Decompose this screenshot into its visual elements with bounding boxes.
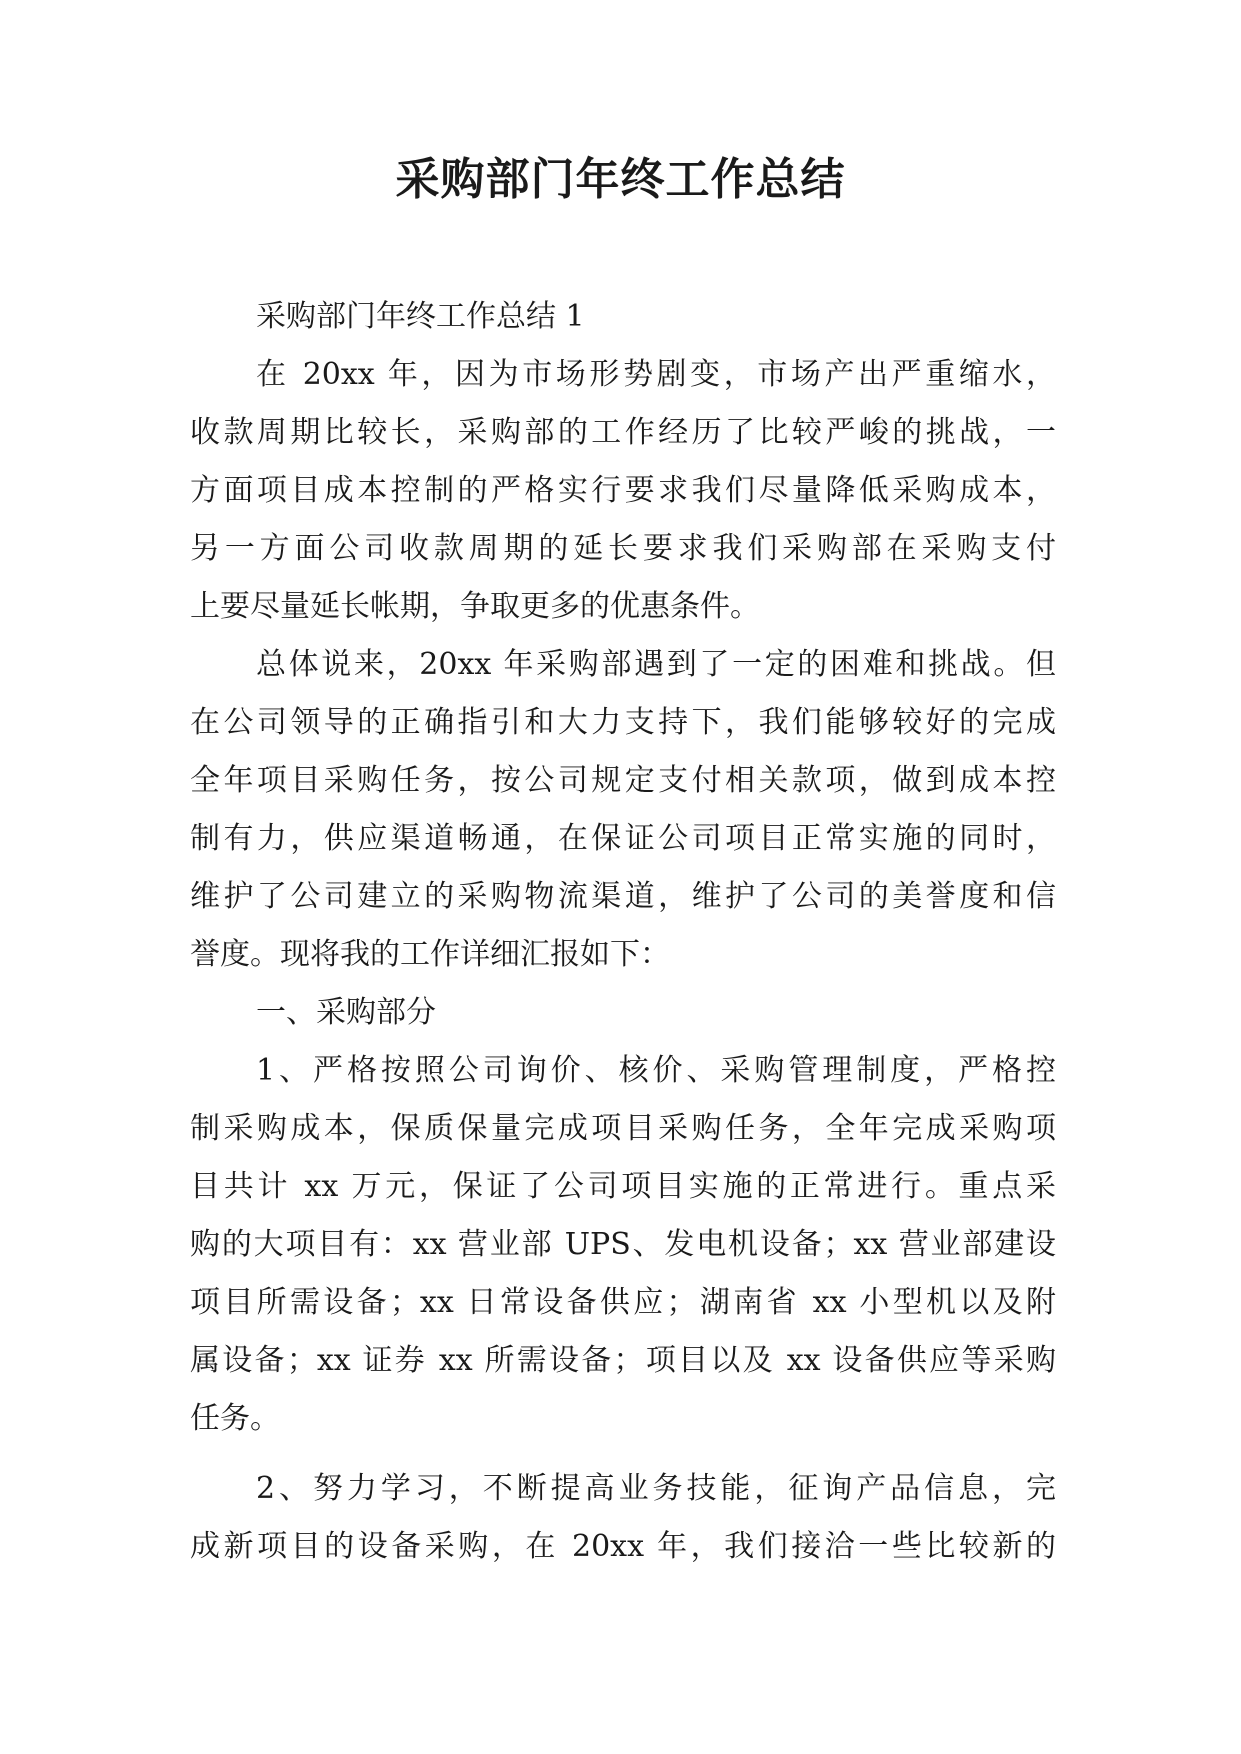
body-line: 全年项目采购任务，按公司规定支付相关款项，做到成本控: [190, 763, 1056, 798]
document-body: [190, 288, 1056, 1576]
body-line: 在 20xx 年，因为市场形势剧变，市场产出严重缩水，: [256, 357, 1056, 392]
body-line: 总体说来，20xx 年采购部遇到了一定的困难和挑战。但: [256, 647, 1056, 682]
body-line: 成新项目的设备采购，在 20xx 年，我们接洽一些比较新的: [190, 1529, 1056, 1564]
body-line: 收款周期比较长，采购部的工作经历了比较严峻的挑战，一: [190, 415, 1056, 450]
body-line: 采购部门年终工作总结 1: [256, 299, 585, 334]
body-line: 另一方面公司收款周期的延长要求我们采购部在采购支付: [190, 531, 1056, 566]
body-line: 购的大项目有：xx 营业部 UPS、发电机设备；xx 营业部建设: [190, 1227, 1056, 1262]
body-line: 方面项目成本控制的严格实行要求我们尽量降低采购成本，: [190, 473, 1056, 508]
body-line: 誉度。现将我的工作详细汇报如下：: [190, 937, 670, 972]
body-line: 1、严格按照公司询价、核价、采购管理制度，严格控: [256, 1053, 1056, 1088]
body-line: 上要尽量延长帐期，争取更多的优惠条件。: [190, 589, 760, 624]
body-line: 任务。: [190, 1401, 280, 1436]
body-line: 在公司领导的正确指引和大力支持下，我们能够较好的完成: [190, 705, 1056, 740]
body-line: 一、采购部分: [256, 995, 436, 1030]
body-line: 维护了公司建立的采购物流渠道，维护了公司的美誉度和信: [190, 879, 1056, 914]
body-line: 制有力，供应渠道畅通，在保证公司项目正常实施的同时，: [190, 821, 1056, 856]
body-line: 项目所需设备；xx 日常设备供应；湖南省 xx 小型机以及附: [190, 1285, 1056, 1320]
body-line: 2、努力学习，不断提高业务技能，征询产品信息，完: [256, 1471, 1056, 1506]
body-line: 制采购成本，保质保量完成项目采购任务，全年完成采购项: [190, 1111, 1056, 1146]
body-line: 目共计 xx 万元，保证了公司项目实施的正常进行。重点采: [190, 1169, 1056, 1204]
document-title: 采购部门年终工作总结: [395, 154, 846, 205]
body-line: 属设备；xx 证券 xx 所需设备；项目以及 xx 设备供应等采购: [190, 1343, 1056, 1378]
